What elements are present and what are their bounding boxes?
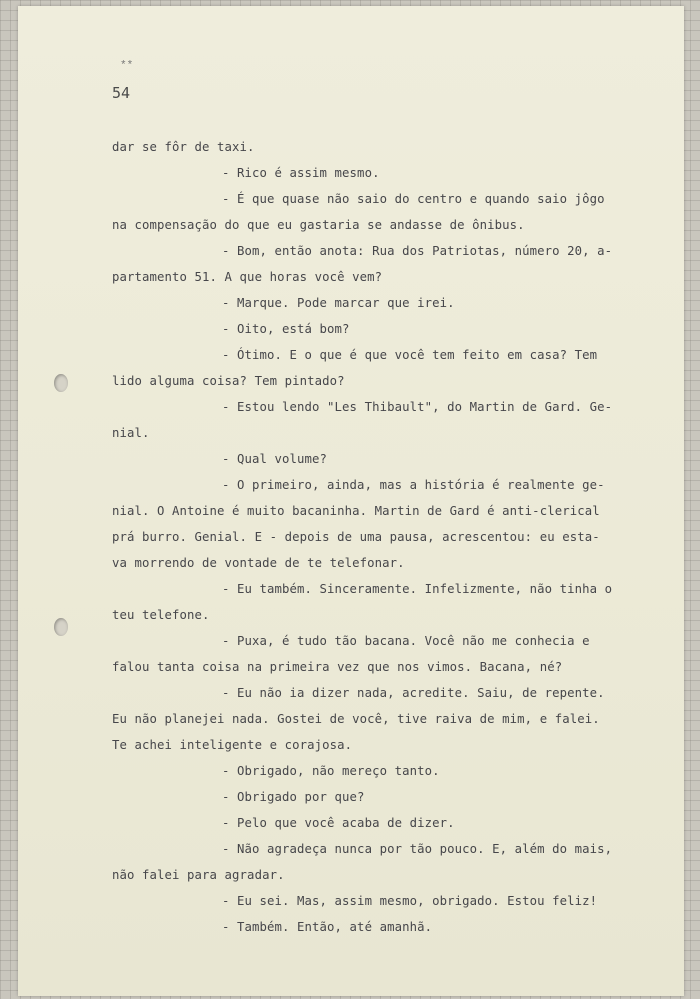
text-line: - Pelo que você acaba de dizer. <box>222 816 455 830</box>
text-line: teu telefone. <box>112 608 210 622</box>
text-line: - Marque. Pode marcar que irei. <box>222 296 455 310</box>
text-line: falou tanta coisa na primeira vez que nos vimos. Bacana, né? <box>112 660 563 674</box>
text-line: - Obrigado, não mereço tanto. <box>222 764 440 778</box>
text-line: - Rico é assim mesmo. <box>222 166 380 180</box>
text-line: - Obrigado por que? <box>222 790 365 804</box>
text-line: nial. O Antoine é muito bacaninha. Martin de Gard é anti-clerical <box>112 504 600 518</box>
text-line: - Eu sei. Mas, assim mesmo, obrigado. Estou feliz! <box>222 894 598 908</box>
text-line: Te achei inteligente e corajosa. <box>112 738 353 752</box>
text-line: lido alguma coisa? Tem pintado? <box>112 374 345 388</box>
text-line: - Ótimo. E o que é que você tem feito em casa? Tem <box>222 348 598 362</box>
text-line: va morrendo de vontade de te telefonar. <box>112 556 405 570</box>
text-line: prá burro. Genial. E - depois de uma pausa, acrescentou: eu esta- <box>112 530 600 544</box>
text-line: dar se fôr de taxi. <box>112 140 255 154</box>
text-line: - Eu não ia dizer nada, acredite. Saiu, de repente. <box>222 686 605 700</box>
text-line: nial. <box>112 426 150 440</box>
text-line: na compensação do que eu gastaria se andasse de ônibus. <box>112 218 525 232</box>
text-line: - Puxa, é tudo tão bacana. Você não me conhecia e <box>222 634 590 648</box>
text-line: partamento 51. A que horas você vem? <box>112 270 383 284</box>
text-line: Eu não planejei nada. Gostei de você, tive raiva de mim, e falei. <box>112 712 600 726</box>
punch-hole-top <box>54 374 68 392</box>
text-line: - Bom, então anota: Rua dos Patriotas, número 20, a- <box>222 244 613 258</box>
page-number: 54 <box>112 84 131 102</box>
text-line: - Estou lendo "Les Thibault", do Martin de Gard. Ge- <box>222 400 613 414</box>
punch-hole-bottom <box>54 618 68 636</box>
text-line: - Eu também. Sinceramente. Infelizmente, não tinha o <box>222 582 613 596</box>
text-line: - É que quase não saio do centro e quando saio jôgo <box>222 192 605 206</box>
text-line: - Qual volume? <box>222 452 328 466</box>
page-mark: ** <box>120 60 134 72</box>
text-line: não falei para agradar. <box>112 868 285 882</box>
text-line: - Não agradeça nunca por tão pouco. E, além do mais, <box>222 842 613 856</box>
text-line: - Também. Então, até amanhã. <box>222 920 433 934</box>
text-line: - O primeiro, ainda, mas a história é realmente ge- <box>222 478 605 492</box>
text-line: - Oito, está bom? <box>222 322 350 336</box>
